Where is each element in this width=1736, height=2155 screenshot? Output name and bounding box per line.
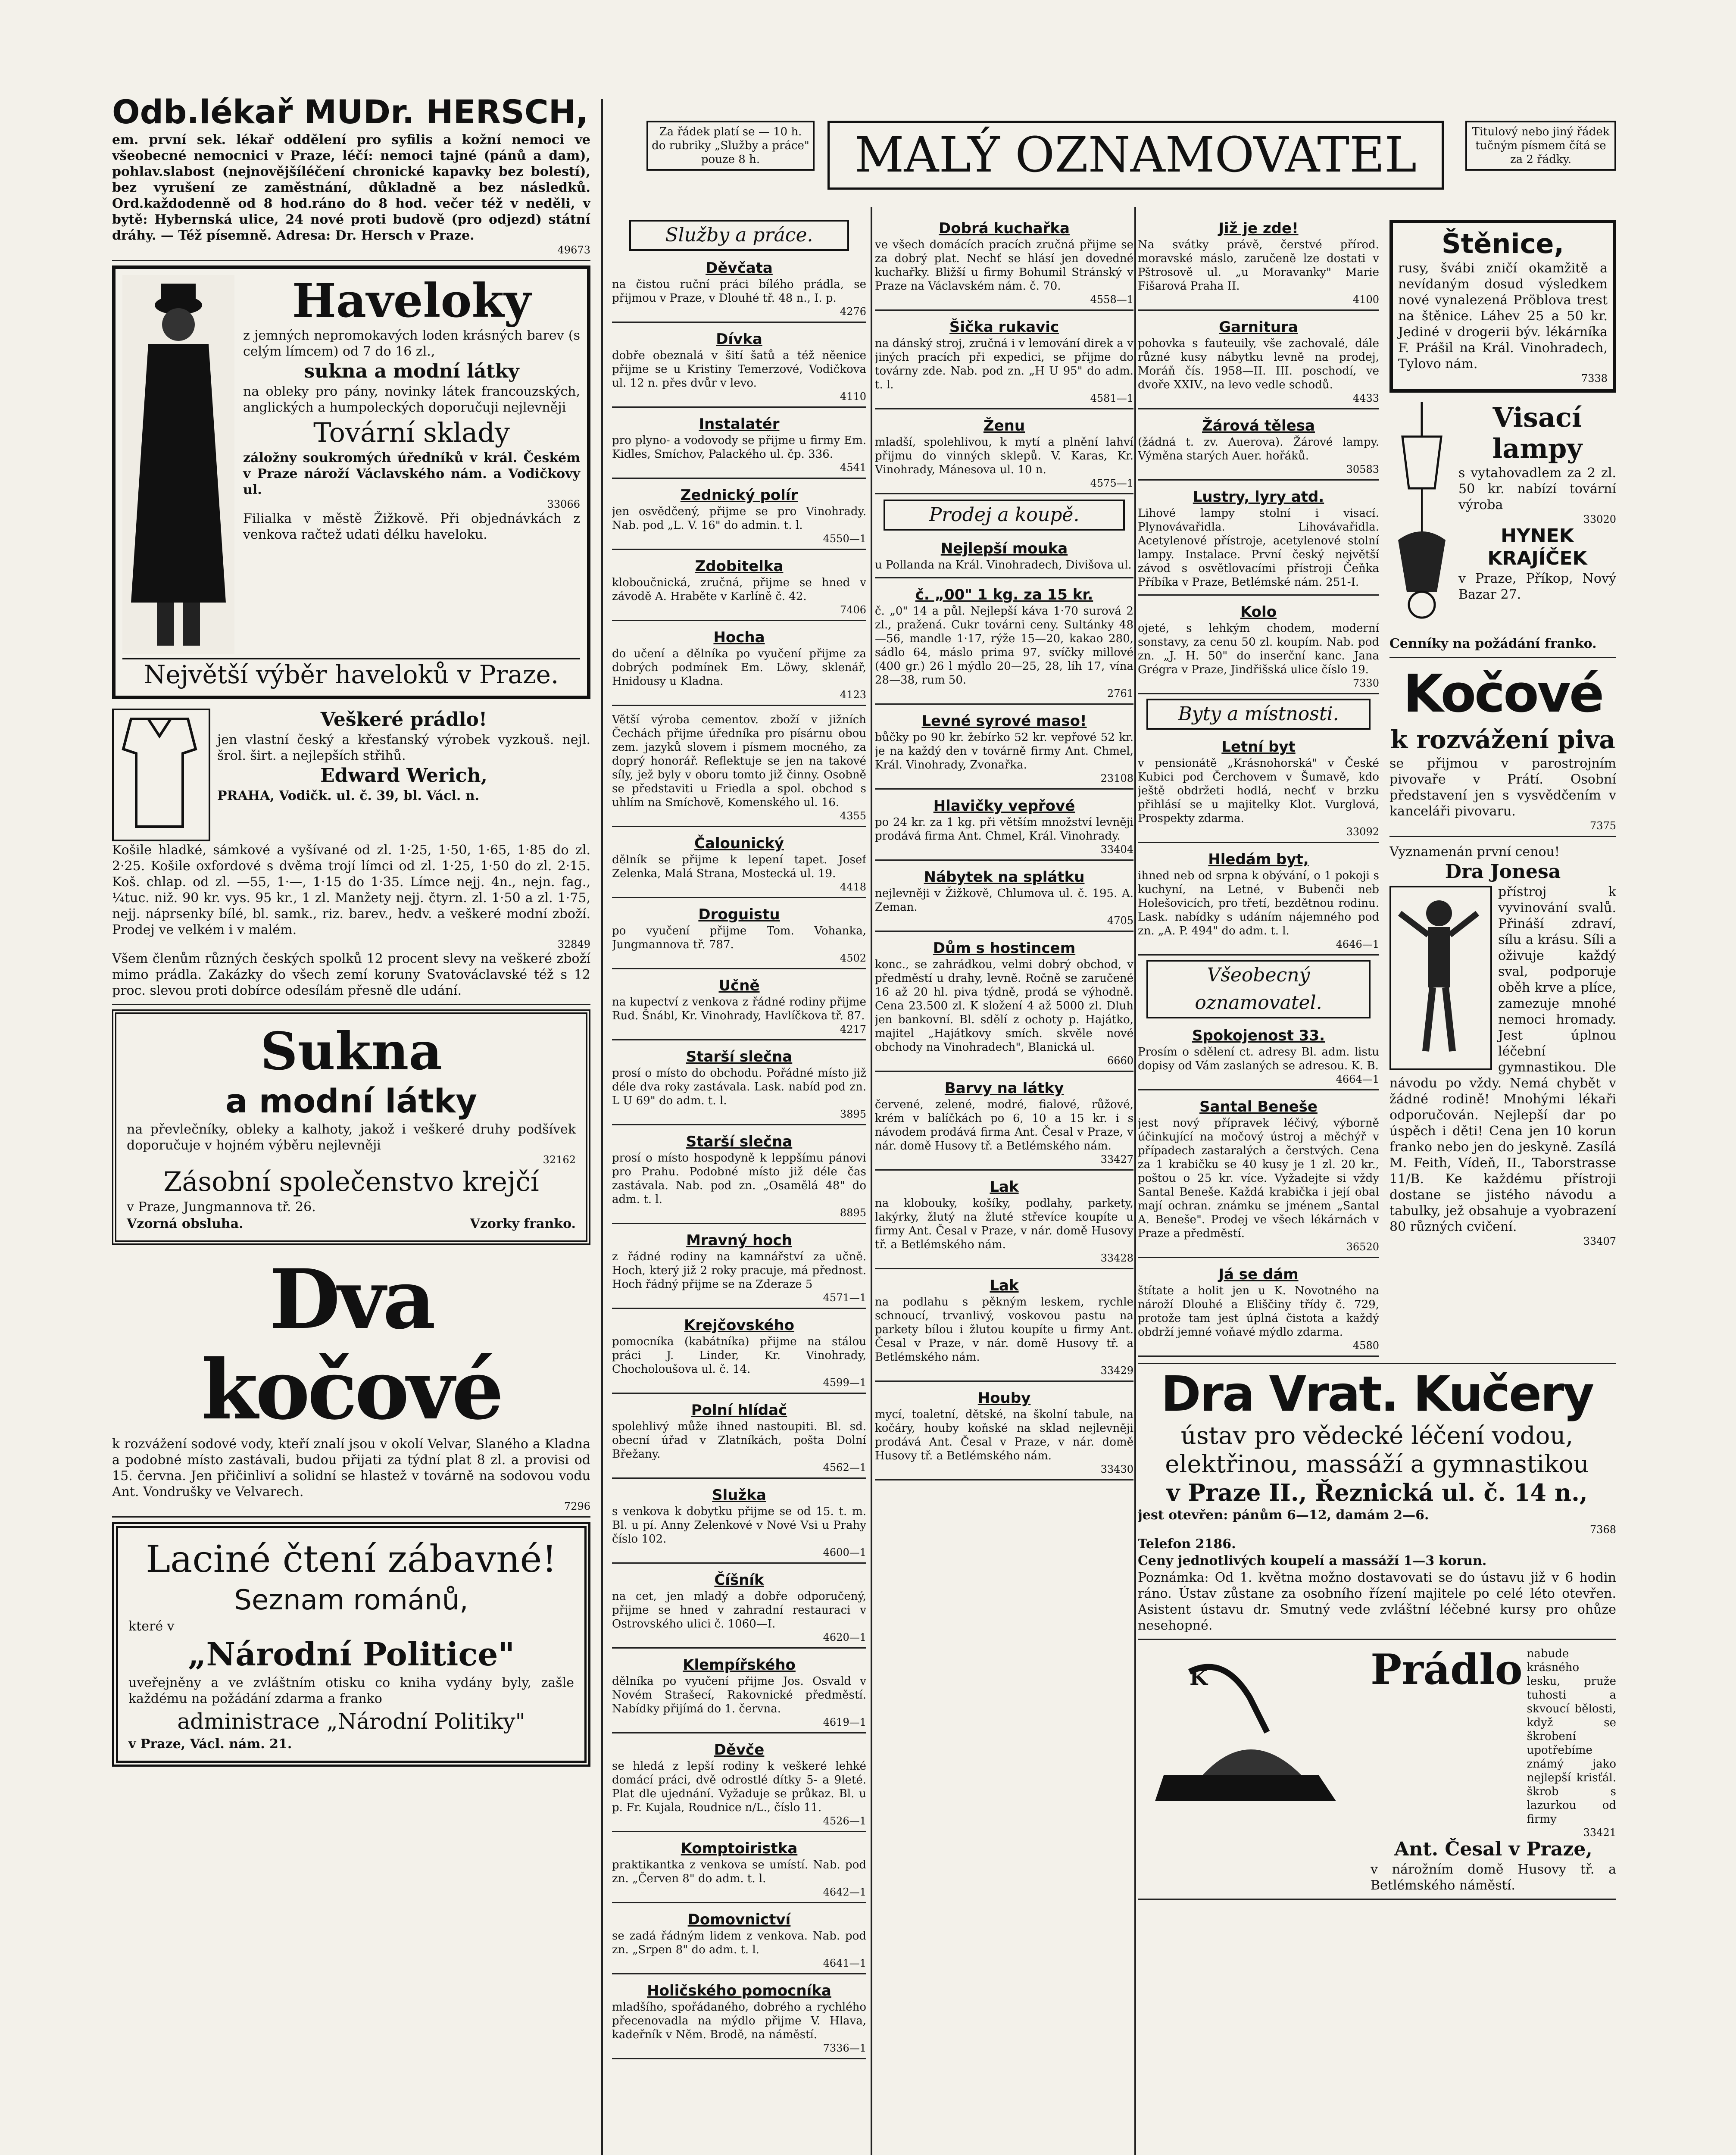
kucera-hours: jest otevřen: pánům 6—12, damám 2—6. xyxy=(1138,1508,1429,1523)
classified-text: na klobouky, košíky, podlahy, parkety, lakýrky, žlutý na žluté střevíce koupíte u firmy Ant. Česal v Praze, v nár. domě Husovy tř. a Betlémského nám. xyxy=(875,1197,1133,1251)
ad-number: 33407 xyxy=(1583,1235,1616,1247)
classified-heading: Instalatér xyxy=(699,415,780,433)
ad-number: 32162 xyxy=(543,1154,576,1166)
ad-number: 33404 xyxy=(1100,843,1133,856)
ad-number: 33092 xyxy=(1346,826,1379,838)
column-3 xyxy=(875,216,1133,2155)
ad-number: 4571—1 xyxy=(823,1292,866,1304)
masthead-price-note: Za řádek platí se — 10 h. do rubriky „Služby a práce" pouze 8 h. xyxy=(646,121,815,171)
classified-ad xyxy=(612,1397,866,1479)
ad-pradlo-werich xyxy=(112,706,590,1005)
classified-text: po vyučení přijme Tom. Vohanka, Jungmannova tř. 787. xyxy=(612,924,866,951)
classified-ad xyxy=(875,793,1133,861)
hanging-lamp-icon xyxy=(1389,402,1454,635)
lampy-title: Visací lampy xyxy=(1492,402,1583,464)
lampy-name: HYNEK KRAJÍČEK xyxy=(1487,525,1587,569)
ad-number: 4620—1 xyxy=(823,1631,866,1643)
classified-ad xyxy=(1138,599,1379,694)
ad-number: 4664—1 xyxy=(1336,1073,1379,1085)
ad-number: 4110 xyxy=(840,390,866,403)
ad-number: 4418 xyxy=(840,881,866,893)
classified-ad xyxy=(875,1385,1133,1480)
classified-ad xyxy=(875,864,1133,932)
classified-ad xyxy=(1138,1023,1379,1090)
classified-heading: č. „00" 1 kg. za 15 kr. xyxy=(915,586,1093,603)
ad-number: 4100 xyxy=(1352,294,1379,306)
classified-heading: Letní byt xyxy=(1221,738,1296,756)
classified-text: nejlevněji v Žižkově, Chlumova ul. č. 195. A. Zeman. xyxy=(875,887,1133,914)
classified-ad xyxy=(612,1978,866,2059)
classified-text: se zadá řádným lidem z venkova. Nab. pod zn. „Srpen 8" do adm. t. l. xyxy=(612,1930,866,1956)
classified-text: na podlahu s pěkným leskem, rychle schnoucí, trvanlivý, voskovou pastu na parkety bílou i žlutou koupíte u firmy Ant. Česal v Praze, v nár. domě Husovy tř. a Betlémského nám. xyxy=(875,1296,1133,1364)
haveloky-text2: na obleky pro pány, novinky látek francouzských, anglických a humpoleckých doporučuji nejlevněji xyxy=(243,384,580,415)
haveloky-footer: Největší výběr haveloků v Praze. xyxy=(122,658,580,690)
ad-number: 4562—1 xyxy=(823,1462,866,1474)
pradlo-cesal-name: Ant. Česal v Praze, xyxy=(1394,1838,1592,1860)
ad-number: 33066 xyxy=(547,498,580,510)
jones-intro: Vyznamenán první cenou! xyxy=(1389,844,1560,859)
classified-text: z řádné rodiny na kamnářství za učně. Hoch, který již 2 roky pracuje, má přednost. Hoch řádný přijme se na Zderaze 5 xyxy=(612,1250,866,1291)
ad-number: 36520 xyxy=(1346,1241,1379,1253)
ad-stenice xyxy=(1389,220,1616,393)
classified-heading: Dům s hostincem xyxy=(933,940,1076,957)
ad-number: 4558—1 xyxy=(1090,294,1133,306)
classified-heading: Čalounický xyxy=(694,835,784,852)
classified-ad xyxy=(612,326,866,408)
stenice-title: Štěnice, xyxy=(1441,228,1564,259)
classified-heading: Houby xyxy=(977,1390,1031,1407)
ad-number: 4575—1 xyxy=(1090,477,1133,489)
hersch-text: em. první sek. lékař oddělení pro syfilis a kožní nemoci ve všeobecné nemocnici v Praze, léčí: nemoci tajné (pánů a dam), pohlav.slabost (nejnovějšíléčení chronické kapavky bez bolestí), bez vyrušení ze zaměstnání, důkladně a bez následků. Ord.každodenně od 8 hod.ráno do 8 hod. večer též v neděli, v bytě: Hybernská ulice, 24 nové proti budově (pro odjezd) státní dráhy. — Též písemně. Adresa: Dr. Hersch v Praze. xyxy=(112,132,590,243)
classified-text: jest nový přípravek léčivý, výborně účinkující na močový ústroj a měchýř v případech zastaralých a čerstvých. Cena za 1 krabičku se 40 kusy je 1 zl. 20 kr., poštou o 25 kr. více. Vyžadejte si vždy Santal Beneše. Každá krabička i její obal mají ochran. známku se jménem „Santal A. Beneše". Prodej ve všech lékárnách v Praze a předměstí. xyxy=(1138,1117,1379,1240)
classified-heading: Spokojenost 33. xyxy=(1192,1027,1325,1044)
classified-text: praktikantka z venkova se umístí. Nab. pod zn. „Červen 8" do adm. t. l. xyxy=(612,1858,866,1885)
ad-number: 2761 xyxy=(1107,687,1133,700)
ad-number: 7330 xyxy=(1352,677,1379,689)
classified-list xyxy=(1138,1023,1379,1357)
classified-text: prosí o místo do obchodu. Pořádné místo již déle dva roky zastávala. Lask. nabíd pod zn. L U 69" do adm. t. l. xyxy=(612,1067,866,1107)
classified-heading: Komptoiristka xyxy=(681,1840,798,1857)
ad-number: 33427 xyxy=(1100,1153,1133,1165)
classified-ad xyxy=(612,411,866,479)
column-4 xyxy=(1138,216,1616,2155)
classified-heading: Hlavičky vepřové xyxy=(933,797,1075,815)
ad-number: 4705 xyxy=(1107,915,1133,927)
pradlo-text: jen vlastní český a křesťanský výrobek vyzkouš. nejl. šrol. širt. a nejlepších střihů. xyxy=(217,732,590,763)
classified-ad xyxy=(612,1482,866,1564)
classified-heading: Barvy na látky xyxy=(944,1080,1064,1097)
classified-list xyxy=(612,255,866,2059)
classified-heading: Droguistu xyxy=(698,906,780,923)
sukna-service: Vzorná obsluha. xyxy=(127,1216,244,1231)
classified-ad xyxy=(612,1652,866,1733)
ad-number: 33421 xyxy=(1583,1827,1616,1839)
classified-text: jen osvědčený, přijme se pro Vinohrady. Nab. pod „L. V. 16" do admin. t. l. xyxy=(612,505,866,532)
ad-jones xyxy=(1389,840,1616,1251)
classified-text: do učení a dělníka po vyučení přijme za dobrých podmínek Em. Löwy, sklenář, Hnidousy u Kladna. xyxy=(612,647,866,688)
classified-text: spolehlivý může ihned nastoupiti. Bl. sd. obecní úřad v Zlatníkách, pošta Dolní Břežany. xyxy=(612,1420,866,1461)
ad-cteni xyxy=(112,1522,590,1767)
ad-dva-kocove xyxy=(112,1252,590,1518)
ad-number: 32849 xyxy=(557,938,590,950)
column-2 xyxy=(612,216,866,2155)
classified-text: (žádná t. zv. Auerova). Žárové lampy. Výměna starých Auer. hořáků. xyxy=(1138,436,1379,462)
classified-text: Lihové lampy stolní i visací. Plynovávařidla. Lihovávařidla. Acetylenové přístroje, acetylenové stolní lampy. Instalace. První český největší závod s osvětlovacími přístroji Čeňka Příbíka v Praze, Betlémské nám. 251-I. xyxy=(1138,507,1379,589)
ad-visaci-lampy xyxy=(1389,400,1616,658)
ad-number: 4355 xyxy=(840,810,866,822)
kucera-sub: ústav pro vědecké léčení vodou, elektřinou, massáží a gymnastikou xyxy=(1165,1422,1589,1478)
classified-heading: Mravný hoch xyxy=(686,1232,792,1249)
kucera-address: v Praze II., Řeznická ul. č. 14 n., xyxy=(1166,1479,1588,1506)
sukna-store: Zásobní společenstvo krejčí xyxy=(163,1166,539,1197)
classified-ad xyxy=(612,831,866,898)
classified-heading: Klempířského xyxy=(683,1656,796,1674)
classified-heading: Ženu xyxy=(983,417,1025,434)
classified-ad xyxy=(1138,734,1379,843)
classified-ad xyxy=(875,216,1133,311)
classified-text: dobře obeznalá v šití šatů a též něenice přijme se u Kristiny Temerzové, Vodičkova ul. 12 n. přes dvůr v levo. xyxy=(612,349,866,390)
classified-ad xyxy=(875,1174,1133,1269)
classified-text: ve všech domácích pracích zručná přijme se za dobrý plat. Nechť se hlásí jen dovedné kuchařky. Bližší u firmy Bohumil Stránský v Praze na Václavském nám. č. 70. xyxy=(875,238,1133,293)
classified-heading: Levné syrové maso! xyxy=(921,712,1087,730)
column-rule xyxy=(1134,207,1136,2155)
classified-list xyxy=(1138,216,1379,694)
pradlo-cesal-text: nabude krásného lesku, pruže tuhosti a skvoucí bělosti, když se škrobení upotřebíme známý jako nejlepší krisťál. škrob s lazurkou od firmy xyxy=(1527,1647,1616,1826)
classified-heading: Hocha xyxy=(713,629,765,646)
classified-ad xyxy=(875,536,1133,578)
sukna-address: v Praze, Jungmannova tř. 26. xyxy=(127,1199,316,1215)
classified-text: č. „0" 14 a půl. Nejlepší káva 1·70 surová 2 zl., pražená. Cukr továrni ceny. Sultánky 48—56, mandle 1·17, rýže 15—20, kakao 280, sádlo 64, máslo prima 97, svíčky millové (400 gr.) 26 l mýdlo 20—25, 28, líh 17, vína 28—38, rum 50. xyxy=(875,605,1133,687)
kucera-prices: Ceny jednotlivých koupelí a massáží 1—3 korun. xyxy=(1138,1553,1487,1568)
sukna-title: Sukna xyxy=(260,1021,443,1082)
classified-text: prosí o místo hospodyně k leppšímu pánovi pro Prahu. Podobné místo již déle čas zastávala. Nab. pod zn. „Osamělá 48" do adm. t. l. xyxy=(612,1152,866,1206)
column-rule xyxy=(871,207,872,2155)
pradlo-discount: Všem členům různých českých spolků 12 procent slevy na veškeré zboží mimo prádla. Zakázky do všech zemí koruny Svatováclavské též s 12 proc. slevou proti dobírce odesílám přesně dle udání. xyxy=(112,951,590,998)
classified-ad xyxy=(1138,314,1379,409)
classified-heading: Já se dám xyxy=(1218,1266,1299,1283)
classified-heading: Děvčata xyxy=(706,259,773,277)
classified-ad xyxy=(612,1836,866,1903)
ad-number: 4580 xyxy=(1352,1340,1379,1352)
ad-number: 23108 xyxy=(1100,772,1133,784)
ad-number: 4619—1 xyxy=(823,1716,866,1728)
ad-number: 33429 xyxy=(1100,1365,1133,1377)
kocove-piva-sub: k rozvážení piva xyxy=(1390,725,1615,754)
ad-sukna xyxy=(112,1009,590,1245)
classified-ad xyxy=(1138,216,1379,311)
classified-heading: Garnitura xyxy=(1219,319,1298,336)
classified-heading: Dobrá kuchařka xyxy=(939,220,1070,237)
classified-ad xyxy=(612,1737,866,1832)
classified-heading: Zednický polír xyxy=(680,487,798,504)
classified-text: na kupectví z venkova z řádné rodiny přijme Rud. Šnábl, Kr. Vinohrady, Havlíčkova tř. 87. xyxy=(612,996,866,1022)
classified-text: na dánský stroj, zručná i v lemování direk a v jiných pracích při expedici, se přijme do továrny zde. Nab. pod zn. „H U 95" do adm. t. l. xyxy=(875,337,1133,391)
classified-ad xyxy=(1138,413,1379,481)
ad-haveloky xyxy=(112,265,590,699)
classified-text: u Pollanda na Král. Vinohradech, Divišova ul. xyxy=(875,559,1132,572)
svg-text:K: K xyxy=(1190,1666,1208,1690)
pradlo-items: Košile hladké, sámkové a vyšívané od zl. 1·25, 1·50, 1·65, 1·85 do zl. 2·25. Košile oxfordové s dvěma trojí límci od zl. 1·25, 1·50 do zl. 2·15. Koš. chlap. od zl. —55, 1·—, 1·15 do 1·35. Límce nejj. 4n., nejn. fag., ¼tuc. niž. 90 kr. vys. 95 kr., 1 zl. Manžety nejj. čtyrn. zl. 1·50 a zl. 1·75, nejj. náprsenky bílé, bl. samk., riz. barev., hedv. a veškeré modní zboží. Prodej ve velkém i v malém. xyxy=(112,843,590,937)
section-header: Prodej a koupě. xyxy=(884,500,1125,531)
classified-heading: Starší slečna xyxy=(686,1048,793,1065)
classified-heading: Lak xyxy=(990,1277,1019,1294)
classified-text: na čistou ruční práci bílého prádla, se přijmou v Praze, v Dlouhé tř. 48 n., I. p. xyxy=(612,278,866,305)
classified-list xyxy=(875,216,1133,494)
classified-heading: Žárová tělesa xyxy=(1202,417,1315,434)
classified-heading: Lustry, lyry atd. xyxy=(1193,488,1324,506)
lampy-footer: Cenníky na požádání franko. xyxy=(1389,636,1597,651)
ad-number: 4600—1 xyxy=(823,1546,866,1558)
classified-heading: Zdobitelka xyxy=(695,558,784,575)
classified-text: červené, zelené, modré, fialové, růžové, krém v balíčkách po 6, 10 a 15 kr. i s návodem prodává firma Ant. Česal v Praze, v nár. domě Husovy tř. a Betlémského nám. xyxy=(875,1098,1133,1152)
classified-ad xyxy=(1138,1262,1379,1357)
classified-text: Prosím o sdělení ct. adresy Bl. adm. listu dopisy od Vám zaslaných se adresou. K. B. xyxy=(1138,1046,1379,1072)
classified-text: mladší, spolehlivou, k mytí a plnění lahví přijmu do vinných sklepů. V. Karas, Kr. Vinohrady, Mánesova ul. 10 n. xyxy=(875,436,1133,476)
ad-number: 33430 xyxy=(1100,1463,1133,1475)
ad-number: 30583 xyxy=(1346,463,1379,475)
section-header: Všeobecný oznamovatel. xyxy=(1146,960,1371,1018)
cteni-admin: administrace „Národní Politiky" xyxy=(177,1709,525,1734)
stenice-text: rusy, švábi zničí okamžitě a nevídaným dosud výsledkem nové vynalezená Pröblova trest na štěnice. Láhev 25 a 50 kr. Jediné v drogerii býv. lékárníka F. Prášil na Král. Vinohradech, Tylovo nám. xyxy=(1398,261,1608,372)
classified-heading: Již je zde! xyxy=(1218,220,1299,237)
column-1 xyxy=(112,91,590,2155)
ad-number: 4217 xyxy=(840,1023,866,1035)
cteni-paper: „Národní Politice" xyxy=(187,1636,515,1673)
kocove-text: k rozvážení sodové vody, kteří znalí jsou v okolí Velvar, Slaného a Kladna a podobné místo zastávali, budou přijati za týdní plat 8 zl. a provisi od 15. června. Jen přičinliví a solidní se hlastež v továrně na sodovou vodu Ant. Vondrušky ve Velvarech. xyxy=(112,1437,590,1499)
classified-text: Větší výroba cementov. zboží v jižních Čechách přijme úředníka pro písárnu obou zem. jazyků slovem i písmem mocného, za doprý honorář. Reflektuje se jen na takové síly, jež byly v oboru tomto již činny. Osobně se představiti u Friedla a spol. obchod s uhlím na Smíchově, Komenského ul. 16. xyxy=(612,713,866,809)
classified-text: dělník se přijme k lepení tapet. Josef Zelenka, Malá Strana, Mostecká ul. 19. xyxy=(612,853,866,880)
sukna-text: na převlečníky, obleky a kalhoty, jakož i veškeré druhy podšívek doporučuje v hojném výběru nejlevněji xyxy=(127,1122,576,1153)
classified-text: mycí, toaletní, dětské, na školní tabule, na kočáry, houby koňské na sklad nejlevněji prodává Ant. Česal v Praze, v nár. domě Husovy tř. a Betlémského nám. xyxy=(875,1408,1133,1462)
ad-number: 4502 xyxy=(840,952,866,964)
classified-ad xyxy=(875,413,1133,494)
classified-heading: Služka xyxy=(712,1487,766,1504)
ad-number: 7338 xyxy=(1581,372,1608,384)
classified-ad xyxy=(612,1227,866,1309)
classified-heading: Učně xyxy=(718,977,760,994)
classified-list xyxy=(1138,734,1379,956)
kocove-piva-title: Kočové xyxy=(1403,664,1603,724)
classified-heading: Kolo xyxy=(1240,603,1277,621)
athlete-figure-icon xyxy=(1389,886,1492,1070)
cteni-title: Laciné čtení zábavné! xyxy=(146,1538,557,1581)
ad-number: 8895 xyxy=(840,1207,866,1219)
ad-number: 4541 xyxy=(840,462,866,474)
classified-text: s venkova k dobytku přijme se od 15. t. m. Bl. u pí. Anny Zelenkové v Nové Vsi u Prahy číslo 102. xyxy=(612,1505,866,1546)
sukna-sub: a modní látky xyxy=(225,1082,477,1120)
kocove-title: Dva kočové xyxy=(201,1252,502,1438)
haveloky-text: z jemných nepromokavých loden krásných barev (s celým límcem) od 7 do 16 zl., xyxy=(243,328,580,359)
haveloky-sub: sukna a modní látky xyxy=(304,360,519,382)
classified-text: ihned neb od srpna k obývání, o 1 pokoji s kuchyní, na Letné, v Bubenči neb Holešovicích, pro třetí, bezdětnou rodinu. Lask. nabídky s udáním nájemného pod zn. „A. P. 494" do adm. t. l. xyxy=(1138,869,1379,937)
ad-number: 7375 xyxy=(1589,820,1616,832)
classified-heading: Nábytek na splátku xyxy=(924,868,1085,886)
classified-ad xyxy=(612,1907,866,1974)
masthead-title: MALÝ OZNAMOVATEL xyxy=(827,121,1444,190)
ad-kocove-piva xyxy=(1389,662,1616,837)
kucera-note: Poznámka: Od 1. května možno dostavovati se do ústavu již v 6 hodin ráno. Ústav zůstane za osobního řízení majitele po celé léto otevřen. Asistent ústavu dr. Smutný vede zvláštní léčebné kursy pro ohůze nesehopné. xyxy=(1138,1570,1616,1633)
ad-number: 49673 xyxy=(557,244,590,256)
classified-ad xyxy=(612,1567,866,1649)
ad-number: 6660 xyxy=(1107,1055,1133,1067)
classified-text: konc., se zahrádkou, velmi dobrý obchod, v předměstí u drahy, levně. Ročně se zaručené 16 až 20 hl. piva týdně, prodá se výhodně. Cena 23.500 zl. K složení 4 až 5000 zl. Dluh jen bankovní. Bl. sdělí z ochoty p. Hajátko, majitel „Hajátkovy smích. skvěle nové obchody na Vinohradech", Blanická ul. xyxy=(875,958,1133,1054)
classified-ad xyxy=(612,1044,866,1125)
classified-ad xyxy=(875,1075,1133,1171)
classified-ad xyxy=(875,1273,1133,1382)
kocove-piva-text: se přijmou v parostrojním pivovaře v Prátí. Osobní představení jen s vysvědčením v kanceláři pivovaru. xyxy=(1389,756,1616,819)
classified-ad xyxy=(612,625,866,706)
ad-number: 4526—1 xyxy=(823,1815,866,1827)
ad-number: 7368 xyxy=(1589,1524,1616,1536)
classified-text: ojeté, s lehkým chodem, moderní sonstavy, za cenu 50 zl. koupím. Nab. pod zn. „J. H. 50" do inserční kanc. Jana Grégra v Praze, Jindřišská ulice číslo 19. xyxy=(1138,622,1379,676)
lampy-text: s vytahovadlem za 2 zl. 50 kr. nabízí tovární výroba xyxy=(1458,465,1616,512)
ad-number: 4550—1 xyxy=(823,533,866,545)
classified-ad xyxy=(875,708,1133,790)
classified-text: pro plyno- a vodovody se přijme u firmy Em. Kidles, Smíchov, Palackého ul. čp. 336. xyxy=(612,434,866,461)
hersch-title: Odb.lékař MUDr. HERSCH, xyxy=(112,93,589,131)
classified-text: dělníka po vyučení přijme Jos. Osvald v Novém Strašecí, Rakovnické předměstí. Nabídky přijímá do 1. června. xyxy=(612,1675,866,1715)
classified-ad xyxy=(612,1129,866,1224)
classified-ad xyxy=(1138,846,1379,956)
classified-text: Na svátky právě, čerstvé přírod. moravské máslo, zaručeně lze dostati v Pštrosově ul. „u Moravanky" Marie Fišarová Praha II. xyxy=(1138,238,1379,293)
classified-text: mladšího, spořádaného, dobrého a rychlého přecenovadla na mýdlo přijme V. Hlava, kadeřník v Něm. Brodě, na náměstí. xyxy=(612,2001,866,2041)
ad-kucera xyxy=(1138,1363,1616,1640)
jones-title: Dra Jonesa xyxy=(1445,861,1561,883)
masthead xyxy=(612,108,1616,198)
shirt-icon xyxy=(112,709,210,841)
classified-heading: Číšník xyxy=(714,1571,764,1589)
ad-number: 7336—1 xyxy=(823,2042,866,2054)
classified-ad xyxy=(875,935,1133,1072)
column-rule xyxy=(601,99,603,2155)
classified-text: pohovka s fauteuily, vše zachovalé, dále různé kusy nábytku levně na prodej, Moráň čís. 1958—II. III. poschodí, ve dvoře XXIV., na levo vedle schodů. xyxy=(1138,337,1379,391)
classified-ad xyxy=(612,255,866,323)
ad-pradlo-cesal xyxy=(1138,1643,1616,1900)
classified-heading: Domovnictví xyxy=(687,1911,791,1928)
pradlo-address: PRAHA, Vodičk. ul. č. 39, bl. Václ. n. xyxy=(217,788,480,803)
classified-ad xyxy=(612,1312,866,1394)
classified-ad xyxy=(875,314,1133,409)
classified-list xyxy=(875,536,1133,1480)
ad-number: 4599—1 xyxy=(823,1377,866,1389)
classified-heading: Lak xyxy=(990,1178,1019,1196)
cteni-address: v Praze, Václ. nám. 21. xyxy=(128,1736,292,1752)
classified-heading: Krejčovského xyxy=(684,1317,795,1334)
iron-logo-icon xyxy=(1138,1646,1362,1827)
classified-heading: Děvče xyxy=(714,1741,765,1758)
classified-heading: Hledám byt, xyxy=(1208,851,1309,868)
classified-ad xyxy=(1138,1094,1379,1258)
classified-heading: Šička rukavic xyxy=(949,319,1059,336)
classified-ad xyxy=(612,902,866,969)
ad-number: 4642—1 xyxy=(823,1886,866,1898)
classified-text: bůčky po 90 kr. žebírko 52 kr. vepřové 52 kr. je na každý den v továrně firmy Ant. Chmel, Král. Vinohrady, Zvonařka. xyxy=(875,731,1133,771)
ad-number: 33428 xyxy=(1100,1252,1133,1264)
classified-heading: Santal Beneše xyxy=(1199,1098,1318,1115)
classified-text: v pensionátě „Krásnohorská" v České Kubici pod Čerchovem v Šumavě, kdo ještě obdržeti hodlá, nechť v brzku přihlásí se u majitelky Klot. Vurglová, Prospekty zdarma. xyxy=(1138,757,1379,825)
cteni-sub: Seznam románů, xyxy=(234,1584,468,1616)
section-header: Služby a práce. xyxy=(629,220,849,251)
ad-number: 3895 xyxy=(840,1108,866,1120)
pradlo-name: Edward Werich, xyxy=(320,765,487,787)
classified-ad xyxy=(875,582,1133,705)
ad-number: 33020 xyxy=(1583,513,1616,525)
ad-number: 4646—1 xyxy=(1336,938,1379,950)
classified-text: na cet, jen mladý a dobře odporučený, přijme se hned v zahradní restauraci v Ostrovského ulici č. 1060—I. xyxy=(612,1590,866,1630)
classified-heading: Holičského pomocníka xyxy=(647,1982,831,1999)
haveloky-text3: záložny soukromých úředníků v král. Českém v Praze nároží Václavského nám. a Vodičkovy ul. xyxy=(243,450,580,497)
ad-number: 4641—1 xyxy=(823,1957,866,1969)
ad-number: 4123 xyxy=(840,689,866,701)
ad-number: 7406 xyxy=(840,604,866,616)
classified-heading: Dívka xyxy=(716,331,762,348)
haveloky-title: Haveloky xyxy=(292,274,531,328)
classified-text: po 24 kr. za 1 kg. při větším množství levněji prodává firma Ant. Chmel, Král. Vinohrady. xyxy=(875,816,1133,843)
kucera-telephone: Telefon 2186. xyxy=(1138,1537,1236,1552)
classified-heading: Starší slečna xyxy=(686,1133,793,1150)
cteni-text: uveřejněny a ve zvláštním otisku co kniha vydány byly, zašle každému na požádání zdarma a franko xyxy=(128,1675,574,1706)
pradlo-title: Veškeré prádlo! xyxy=(320,709,487,731)
sukna-samples: Vzorky franko. xyxy=(470,1216,576,1231)
pradlo-cesal-address: v nárožním domě Husovy tř. a Betlémského náměstí. xyxy=(1371,1862,1616,1893)
haveloky-text4: Filialka v městě Žižkově. Při objednávkách z venkova račtež udati délku haveloku. xyxy=(243,511,580,542)
ad-number: 4581—1 xyxy=(1090,392,1133,404)
man-figure-icon xyxy=(122,275,234,654)
classified-text: kloboučnická, zručná, přijme se hned v závodě A. Hraběte v Karlíně č. 42. xyxy=(612,576,866,603)
cteni-which: které v xyxy=(128,1619,175,1634)
section-header: Byty a místnosti. xyxy=(1146,699,1371,730)
classified-ad xyxy=(612,709,866,827)
classified-text: pomocníka (kabátníka) přijme na stálou práci J. Linder, Kr. Vinohrady, Chocholoušova ul. č. 14. xyxy=(612,1335,866,1376)
pradlo-cesal-title: Prádlo xyxy=(1371,1645,1523,1694)
classified-ad xyxy=(612,553,866,621)
kucera-title: Dra Vrat. Kučery xyxy=(1161,1366,1593,1422)
classified-heading: Polní hlídač xyxy=(691,1402,787,1419)
classified-text: štítate a holit jen u K. Novotného na nároží Dlouhé a Eliščiny třídy č. 729, protože tam jest úplná čistota a každý obdrží jemné voňavé mýdlo zdarma. xyxy=(1138,1284,1379,1339)
ad-number: 7296 xyxy=(564,1500,590,1512)
masthead-bold-note: Titulový nebo jiný řádek tučným písmem čítá se za 2 řádky. xyxy=(1465,121,1616,171)
haveloky-store: Tovární sklady xyxy=(313,417,510,448)
classified-ad xyxy=(612,973,866,1040)
ad-hersch xyxy=(112,91,590,261)
ad-number: 4433 xyxy=(1352,392,1379,404)
jones-text: přístroj k vyvinování svalů. Přináší zdraví, sílu a krásu. Síli a oživuje každý sval, podporuje oběh krve a plíce, zamezuje mnohé nemoci hromady. Jest úplnou léčební gymnastikou. Dle návodu po vždy. Nemá chybět v žádné rodině! Mnohými lékaři odporučován. Nejlepší dar po úspěch i děti! Cena jen 10 korun franko nebo jen do jeskyně. Zasílá M. Feith, Vídeň, II., Taborstrasse 11/B. Ke každému přístroji dostane se jistého návodu a tabulky, jež obsahuje a vyobrazení 80 různých cvičení. xyxy=(1389,884,1616,1234)
classified-text: se hledá z lepší rodiny k veškeré lehké domácí práci, dvě odrostlé dítky 5- a 9leté. Plat dle ujednání. Vyžaduje se průkaz. Bl. u p. Fr. Kujala, Roudnice n/L., číslo 11. xyxy=(612,1760,866,1814)
classified-ad xyxy=(1138,484,1379,596)
classified-heading: Nejlepší mouka xyxy=(940,540,1068,557)
classified-ad xyxy=(612,482,866,550)
ad-number: 4276 xyxy=(840,306,866,318)
lampy-address: v Praze, Příkop, Nový Bazar 27. xyxy=(1458,571,1616,602)
